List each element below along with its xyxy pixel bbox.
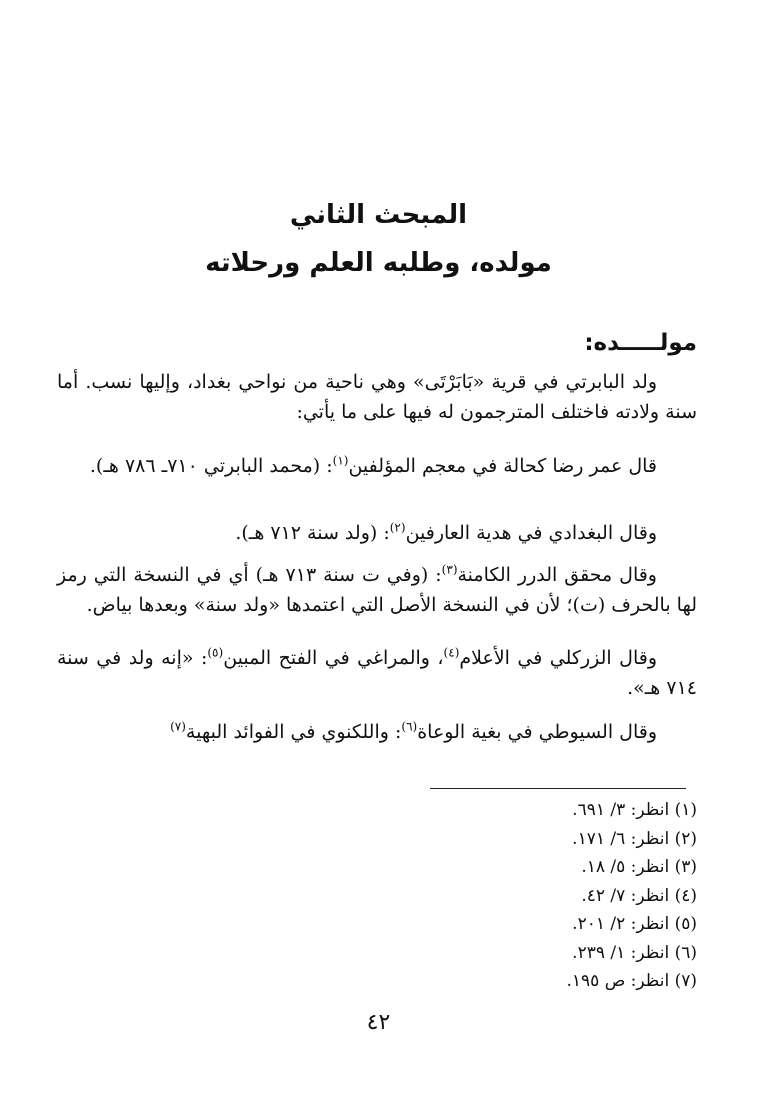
footnote-ref-3[interactable]: (٣): [441, 562, 458, 577]
footnote-4: (٤) انظر: ٧/ ٤٢.: [581, 885, 697, 906]
footnotes: [297, 796, 697, 996]
footnote-3: (٣) انظر: ٥/ ١٨.: [581, 857, 697, 877]
page-number: ٤٢: [366, 1010, 391, 1035]
footnote-divider: [430, 788, 686, 789]
paragraph-6-text-b: : واللكنوي في الفوائد البهية: [185, 721, 402, 743]
paragraph-2-text-b: : (محمد البابرتي ٧١٠ـ ٧٨٦ هـ).: [89, 455, 333, 477]
footnote-ref-4[interactable]: (٤): [443, 645, 460, 660]
footnote-2: (٢) انظر: ٦/ ١٧١.: [572, 828, 697, 849]
paragraph-5-text-b: ، والمراغي في الفتح المبين: [223, 647, 444, 669]
footnote-6: (٦) انظر: ١/ ٢٣٩.: [572, 942, 697, 963]
paragraph-5: [57, 643, 697, 703]
paragraph-1-text: ولد البابرتي في قرية «بَابَرْتَى» وهي ناحية من نواحي بغداد، وإليها نسب. أما سنة ولادته فاختلف المترجمون له فيها على ما يأتي:: [57, 371, 697, 423]
chapter-title: المبحث الثاني: [289, 200, 468, 230]
footnote-7: (٧) انظر: ص ١٩٥.: [566, 971, 697, 991]
paragraph-4: [57, 560, 697, 620]
footnote-1: (١) انظر: ٣/ ٦٩١.: [572, 800, 697, 820]
footnote-ref-5[interactable]: (٥): [207, 645, 224, 660]
footnote-ref-7[interactable]: (٧): [170, 719, 186, 734]
footnote-ref-2[interactable]: (٢): [389, 520, 406, 535]
paragraph-6-text-a: وقال السيوطي في بغية الوعاة: [417, 721, 657, 743]
paragraph-6: [57, 717, 697, 747]
footnote-ref-1[interactable]: (١): [332, 453, 349, 468]
footnote-5: (٥) انظر: ٢/ ٢٠١.: [572, 914, 697, 934]
paragraph-2-text-a: قال عمر رضا كحالة في معجم المؤلفين: [348, 455, 657, 477]
paragraph-5-text-a: وقال الزركلي في الأعلام: [459, 647, 658, 669]
paragraph-4-text-a: وقال محقق الدرر الكامنة: [457, 564, 657, 586]
paragraph-4-text-b: : (وفي ت سنة ٧١٣ هـ) أي في النسخة التي رمز لها بالحرف (ت)؛ لأن في النسخة الأصل التي اعتمدها «ولد سنة» وبعدها بياض.: [57, 564, 697, 616]
paragraph-3-text-a: وقال البغدادي في هدية العارفين: [405, 522, 657, 544]
paragraph-3-text-b: : (ولد سنة ٧١٢ هـ).: [235, 522, 390, 544]
chapter-subtitle: مولده، وطلبه العلم ورحلاته: [205, 248, 552, 278]
paragraph-2: [57, 451, 697, 481]
paragraph-5-text-c: : «إنه ولد في سنة ٧١٤ هـ».: [57, 647, 697, 699]
footnote-ref-6[interactable]: (٦): [401, 719, 418, 734]
paragraph-3: [57, 518, 697, 548]
section-label: مولـــــده:: [584, 330, 697, 356]
paragraph-1: [57, 367, 697, 427]
